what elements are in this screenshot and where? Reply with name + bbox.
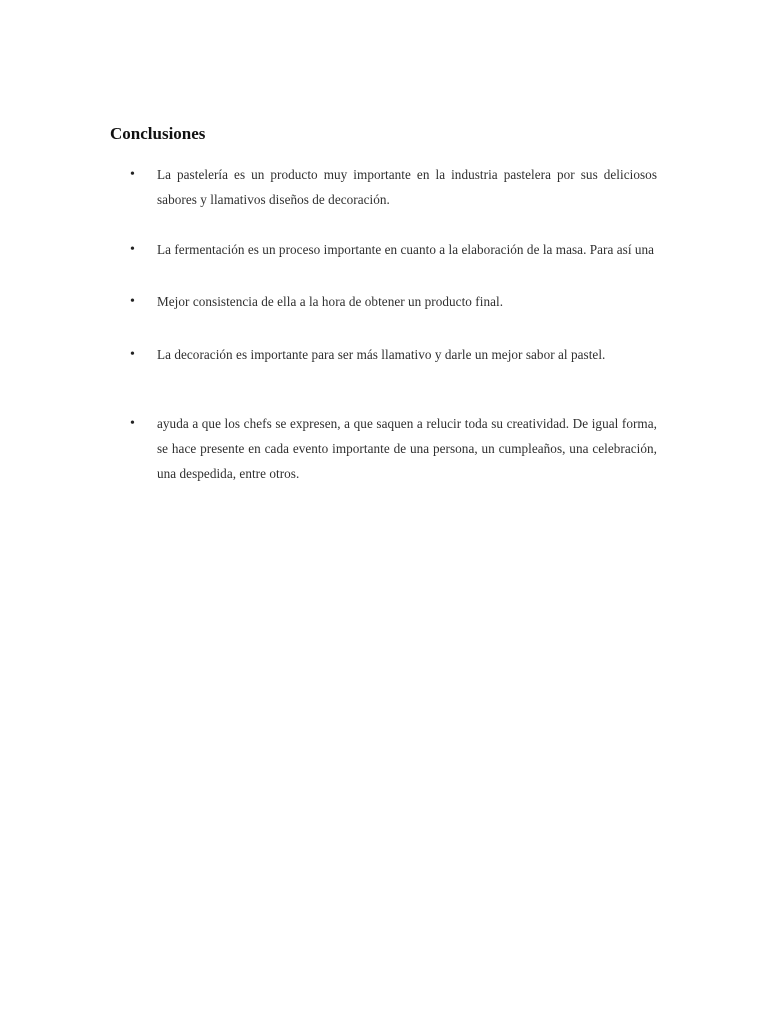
section-heading: Conclusiones: [110, 124, 206, 143]
list-item: [130, 289, 657, 314]
list-item: [130, 162, 657, 212]
list-item: [130, 237, 657, 262]
bullet-icon: •: [130, 347, 135, 362]
bullet-icon: •: [130, 294, 135, 309]
list-item-text: La decoración es importante para ser más llamativo y darle un mejor sabor al pastel.: [157, 347, 606, 362]
list-item-text: La pastelería es un producto muy importante en la industria pastelera por sus deliciosos sabores y llamativos diseños de decoración.: [157, 167, 657, 207]
list-item: [130, 342, 657, 367]
list-item-text: ayuda a que los chefs se expresen, a que saquen a relucir toda su creatividad. De igual forma, se hace presente en cada evento importante de una persona, un cumpleaños, una celebración, una despedida, entre otros.: [157, 416, 657, 481]
bullet-icon: •: [130, 416, 135, 431]
bullet-icon: •: [130, 167, 135, 182]
list-item-text: Mejor consistencia de ella a la hora de obtener un producto final.: [157, 294, 504, 309]
bullet-icon: •: [130, 242, 135, 257]
list-item-text: La fermentación es un proceso importante en cuanto a la elaboración de la masa. Para así una: [157, 242, 655, 257]
list-item: [130, 411, 657, 486]
